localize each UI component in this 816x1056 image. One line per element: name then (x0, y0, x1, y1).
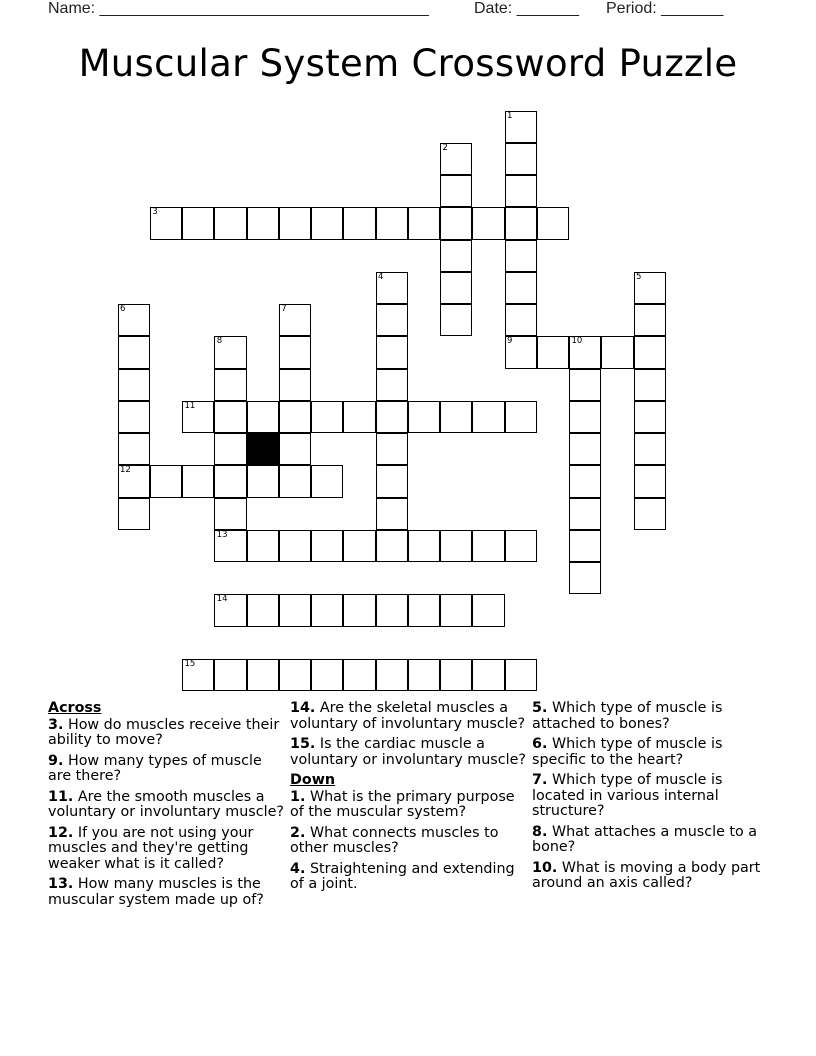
grid-cell[interactable] (505, 659, 537, 691)
clue-number-label: 2 (442, 142, 448, 153)
clue-number: 8. (532, 823, 548, 840)
grid-cell[interactable] (247, 207, 279, 239)
clue-number: 3. (48, 716, 64, 733)
clue-down-8 (532, 825, 768, 856)
clue-text: What attaches a muscle to a bone? (532, 823, 758, 855)
clue-number: 7. (532, 772, 548, 788)
grid-cell[interactable] (440, 143, 472, 175)
grid-cell[interactable] (505, 401, 537, 433)
grid-cell[interactable] (472, 401, 504, 433)
grid-cell[interactable] (279, 401, 311, 433)
grid-cell[interactable] (311, 401, 343, 433)
grid-cell[interactable] (182, 465, 214, 497)
period-field-label[interactable]: Period: _______ (606, 0, 724, 17)
grid-cell[interactable] (569, 369, 601, 401)
clues-column-1 (48, 701, 284, 913)
page-title: Muscular System Crossword Puzzle (78, 42, 738, 85)
grid-cell[interactable] (634, 498, 666, 530)
grid-cell[interactable] (247, 530, 279, 562)
clues-column-3 (532, 701, 768, 897)
grid-cell[interactable] (311, 465, 343, 497)
grid-cell[interactable] (505, 143, 537, 175)
grid-cell[interactable] (247, 465, 279, 497)
grid-cell[interactable] (118, 465, 150, 497)
grid-cell[interactable] (279, 530, 311, 562)
grid-cell[interactable] (311, 207, 343, 239)
clue-number: 14. (290, 700, 316, 716)
grid-cell[interactable] (569, 465, 601, 497)
clue-number: 10. (532, 859, 558, 876)
clue-down-1 (290, 790, 526, 821)
grid-cell[interactable] (214, 659, 246, 691)
clue-number-label: 13 (216, 529, 228, 540)
clue-across-15 (290, 737, 526, 768)
grid-cell[interactable] (440, 530, 472, 562)
grid-cell[interactable] (376, 530, 408, 562)
clue-number-label: 15 (184, 658, 196, 669)
clue-text: What is moving a body part around an axis called? (532, 859, 761, 891)
clue-number-label: 3 (152, 207, 158, 218)
clue-text: Which type of muscle is located in various internal structure? (532, 772, 723, 819)
grid-cell[interactable] (376, 594, 408, 626)
grid-cell[interactable] (376, 272, 408, 304)
clue-text: How many muscles is the muscular system made up of? (48, 876, 264, 908)
clue-across-3 (48, 718, 284, 749)
grid-cell[interactable] (118, 498, 150, 530)
grid-cell[interactable] (214, 530, 246, 562)
grid-cell[interactable] (376, 401, 408, 433)
grid-cell[interactable] (376, 207, 408, 239)
clue-text: Which type of muscle is specific to the heart? (532, 736, 723, 768)
grid-cell[interactable] (505, 336, 537, 368)
grid-cell[interactable] (214, 369, 246, 401)
grid-cell[interactable] (408, 207, 440, 239)
clue-number-label: 7 (281, 304, 287, 314)
grid-cell[interactable] (408, 530, 440, 562)
grid-cell[interactable] (118, 336, 150, 368)
grid-cell[interactable] (569, 562, 601, 594)
clue-down-4 (290, 862, 526, 893)
clue-number: 9. (48, 752, 64, 769)
clue-text: Is the cardiac muscle a voluntary or involuntary muscle? (290, 736, 526, 768)
grid-cell[interactable] (279, 433, 311, 465)
grid-cell[interactable] (311, 659, 343, 691)
grid-cell[interactable] (214, 465, 246, 497)
grid-cell[interactable] (634, 336, 666, 368)
grid-cell[interactable] (247, 659, 279, 691)
grid-cell[interactable] (279, 659, 311, 691)
grid-cell[interactable] (182, 659, 214, 691)
clue-across-13 (48, 877, 284, 908)
grid-cell[interactable] (634, 369, 666, 401)
grid-cell[interactable] (440, 175, 472, 207)
grid-cell[interactable] (569, 433, 601, 465)
clue-across-12 (48, 826, 284, 873)
grid-cell[interactable] (214, 207, 246, 239)
grid-cell[interactable] (182, 207, 214, 239)
grid-cell[interactable] (376, 659, 408, 691)
clue-down-6 (532, 737, 768, 768)
grid-cell[interactable] (505, 111, 537, 143)
clue-number-label: 8 (216, 336, 223, 347)
clue-across-9 (48, 754, 284, 785)
down-heading: Down (290, 772, 336, 788)
black-cell (247, 433, 279, 465)
grid-cell[interactable] (505, 272, 537, 304)
grid-cell[interactable] (376, 336, 408, 368)
grid-cell[interactable] (118, 401, 150, 433)
grid-cell[interactable] (440, 594, 472, 626)
clue-text: Are the skeletal muscles a voluntary of involuntary muscle? (290, 700, 526, 732)
clue-text: Which type of muscle is attached to bones? (532, 700, 723, 732)
grid-cell[interactable] (505, 530, 537, 562)
grid-cell[interactable] (472, 594, 504, 626)
clue-text: What connects muscles to other muscles? (290, 824, 499, 856)
grid-cell[interactable] (569, 336, 601, 368)
name-field-label[interactable]: Name: _____________________________________ (48, 0, 429, 17)
grid-cell[interactable] (505, 207, 537, 239)
clue-number-label: 10 (571, 336, 583, 347)
grid-cell[interactable] (214, 498, 246, 530)
grid-cell[interactable] (440, 401, 472, 433)
grid-cell[interactable] (214, 401, 246, 433)
clue-number-label: 4 (378, 271, 384, 282)
grid-cell[interactable] (505, 240, 537, 272)
grid-cell[interactable] (279, 336, 311, 368)
clue-number-label: 11 (184, 400, 196, 411)
grid-cell[interactable] (376, 433, 408, 465)
clues-column-2 (290, 701, 526, 898)
clue-number-label: 14 (216, 594, 228, 605)
grid-cell[interactable] (311, 530, 343, 562)
grid-cell[interactable] (505, 304, 537, 336)
clue-number: 5. (532, 700, 548, 716)
clue-number: 15. (290, 736, 316, 752)
grid-cell[interactable] (408, 594, 440, 626)
clue-text: If you are not using your muscles and they're getting weaker what is it called? (48, 824, 254, 872)
grid-cell[interactable] (634, 465, 666, 497)
grid-cell[interactable] (343, 530, 375, 562)
grid-cell[interactable] (311, 594, 343, 626)
clue-number: 4. (290, 860, 306, 877)
grid-cell[interactable] (569, 530, 601, 562)
grid-cell[interactable] (247, 401, 279, 433)
clue-number: 1. (290, 788, 306, 805)
grid-cell[interactable] (118, 304, 150, 336)
grid-cell[interactable] (505, 175, 537, 207)
grid-cell[interactable] (343, 659, 375, 691)
grid-cell[interactable] (150, 207, 182, 239)
clue-text: Straightening and extending of a joint. (290, 860, 515, 892)
grid-cell[interactable] (601, 336, 633, 368)
grid-cell[interactable] (440, 240, 472, 272)
clue-text: What is the primary purpose of the muscular system? (290, 788, 515, 820)
grid-cell[interactable] (279, 207, 311, 239)
clue-number-label: 1 (507, 110, 513, 121)
date-field-label[interactable]: Date: _______ (474, 0, 579, 17)
grid-cell[interactable] (634, 304, 666, 336)
grid-cell[interactable] (408, 401, 440, 433)
grid-cell[interactable] (247, 594, 279, 626)
clue-text: How do muscles receive their ability to move? (48, 716, 280, 748)
grid-cell[interactable] (214, 336, 246, 368)
clue-number-label: 9 (507, 336, 513, 347)
grid-cell[interactable] (343, 401, 375, 433)
grid-cell[interactable] (634, 433, 666, 465)
grid-cell[interactable] (376, 465, 408, 497)
grid-cell[interactable] (376, 304, 408, 336)
clue-text: Are the smooth muscles a voluntary or involuntary muscle? (48, 788, 284, 820)
grid-cell[interactable] (214, 594, 246, 626)
grid-cell[interactable] (472, 659, 504, 691)
grid-cell[interactable] (118, 369, 150, 401)
clue-across-14 (290, 701, 526, 732)
grid-cell[interactable] (343, 207, 375, 239)
clue-number: 12. (48, 824, 74, 841)
clue-across-11 (48, 790, 284, 821)
grid-cell[interactable] (569, 498, 601, 530)
grid-cell[interactable] (537, 336, 569, 368)
grid-cell[interactable] (440, 207, 472, 239)
grid-cell[interactable] (343, 594, 375, 626)
clue-number: 6. (532, 736, 548, 752)
clue-text: How many types of muscle are there? (48, 752, 262, 784)
grid-cell[interactable] (182, 401, 214, 433)
grid-cell[interactable] (279, 304, 311, 336)
grid-cell[interactable] (634, 272, 666, 304)
clue-number: 11. (48, 788, 74, 805)
grid-cell[interactable] (279, 465, 311, 497)
grid-cell[interactable] (472, 207, 504, 239)
grid-cell[interactable] (472, 530, 504, 562)
clue-number-label: 5 (636, 271, 642, 282)
clue-number: 2. (290, 824, 306, 841)
grid-cell[interactable] (569, 401, 601, 433)
clue-number-label: 6 (120, 304, 126, 314)
grid-cell[interactable] (279, 594, 311, 626)
across-heading: Across (48, 700, 102, 716)
grid-cell[interactable] (408, 659, 440, 691)
grid-cell[interactable] (440, 272, 472, 304)
grid-cell[interactable] (634, 401, 666, 433)
grid-cell[interactable] (376, 369, 408, 401)
grid-cell[interactable] (440, 304, 472, 336)
grid-cell[interactable] (376, 498, 408, 530)
clue-down-5 (532, 701, 768, 732)
clue-number: 13. (48, 876, 74, 892)
grid-cell[interactable] (440, 659, 472, 691)
clue-number-label: 12 (120, 465, 131, 476)
grid-cell[interactable] (214, 433, 246, 465)
grid-cell[interactable] (118, 433, 150, 465)
clue-down-7 (532, 773, 768, 820)
grid-cell[interactable] (537, 207, 569, 239)
clue-down-2 (290, 826, 526, 857)
clue-down-10 (532, 861, 768, 892)
grid-cell[interactable] (150, 465, 182, 497)
grid-cell[interactable] (279, 369, 311, 401)
